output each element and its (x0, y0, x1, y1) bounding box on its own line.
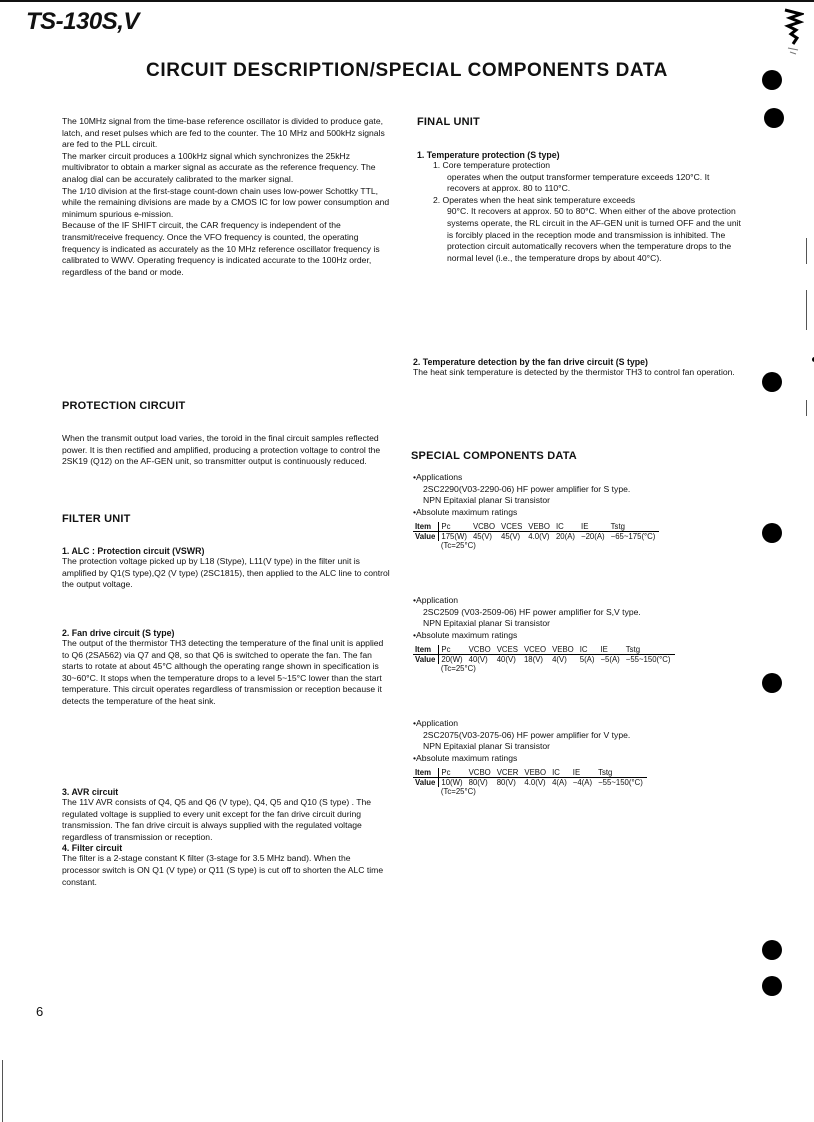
margin-rule (806, 400, 807, 416)
table-cell: VCER (495, 768, 523, 778)
intro-paragraph: The marker circuit produces a 100kHz signal which synchronizes the 25kHz multivibrator to obtain a marker signal as accurate as the reference frequency. The analog dial can be accurately calibrated to the marker signal. (62, 150, 376, 184)
table-cell: 4.0(V) (528, 532, 550, 542)
table-cell: 10(W) (441, 778, 463, 788)
tp1-text: operates when the output transformer temperature exceeds 120°C. It recovers at approx. 80 to 110°C. (447, 171, 710, 194)
table-cell: IE (598, 645, 623, 655)
filter-unit-heading: FILTER UNIT (62, 513, 131, 525)
margin-rule (2, 1060, 3, 1122)
table-cell: IE (579, 522, 609, 532)
tp1-title: 1. Core temperature protection (433, 160, 551, 170)
avr-section (62, 787, 390, 888)
table-cell: Pc (439, 522, 471, 532)
table-cell: Item (413, 522, 439, 532)
binder-hole-dot (762, 976, 782, 996)
alc-heading: 1. ALC : Protection circuit (VSWR) (62, 546, 205, 556)
temp-detection-section (413, 357, 739, 379)
margin-rule (806, 290, 807, 330)
table-cell: Item (413, 645, 439, 655)
ratings-label: • Absolute maximum ratings (413, 753, 743, 765)
table-cell: 45(V) (472, 532, 493, 542)
table-cell: 80(V) (496, 778, 516, 788)
table-cell: 5(A) (579, 655, 595, 665)
table-cell: −4(A) (572, 778, 593, 788)
table-cell: −55~150(°C) (598, 778, 643, 788)
table-cell: 175(W) (441, 532, 467, 542)
table-cell: 18(V) (523, 655, 544, 665)
binder-hole-dot (764, 108, 784, 128)
table-cell: IC (578, 645, 599, 655)
table-cell: 20(A) (555, 532, 576, 542)
part-text: 2SC2290(V03-2290-06) HF power amplifier for S type. (423, 483, 631, 494)
application-label: • Applications (413, 472, 743, 484)
table-cell: VEBO (526, 522, 554, 532)
tc-note: (Tc=25°C) (440, 787, 476, 797)
avr-text: The 11V AVR consists of Q4, Q5 and Q6 (V type), Q4, Q5 and Q10 (S type) . The regulated voltage is supplied to every unit except for the fan drive circuit during transmission. The fan drive circuit is always supplied with the regulated voltage regardless of transmission or reception. (62, 797, 372, 842)
table-cell: IC (554, 522, 579, 532)
table-cell: 20(W) (441, 655, 463, 665)
table-cell: −20(A) (581, 532, 605, 542)
tc-note: (Tc=25°C) (440, 541, 476, 551)
intro-paragraph: Because of the IF SHIFT circuit, the CAR frequency is independent of the transmit/receive frequency. Once the VFO frequency is counted, the operating frequency is indicated as accurately as the 10 MHz reference oscillator frequency is calibrated to WWV. Operating frequency is indicated accurate to the 100Hz order, regardless of the band or mode. (62, 220, 380, 277)
alc-text: The protection voltage picked up by L18 (Stype), L11(V type) in the filter unit is amplified by Q1(S type),Q2 (V type) (2SC1815), then applied to the ALC line to control the output voltage. (62, 556, 390, 590)
table-cell: VCBO (471, 522, 499, 532)
fan-section (62, 628, 390, 708)
table-cell: Tstg (609, 522, 660, 532)
application-label: • Application (413, 595, 743, 607)
table-cell: Pc (439, 645, 467, 655)
margin-rule (806, 238, 807, 264)
temperature-protection-section (417, 150, 743, 264)
ratings-table (413, 645, 675, 673)
part-desc: NPN Epitaxial planar Si transistor (423, 495, 551, 506)
corner-mark-icon (782, 4, 804, 56)
filter-circuit-heading: 4. Filter circuit (62, 843, 123, 854)
tp2-text: 90°C. It recovers at approx. 50 to 80°C. When either of the above protection systems operate, the RL circuit in the AF-GEN unit is turned OFF and the unit is forcibly placed in the reception mode and transmission is inhibited. The protection circuit automatically recovers when the temperature drops to the normal level (i.e., the temperature drops by about 40°C). (447, 206, 741, 263)
component-block (413, 718, 743, 796)
binder-hole-dot (762, 940, 782, 960)
table-cell: 4(A) (552, 778, 567, 788)
ratings-label: • Absolute maximum ratings (413, 630, 743, 642)
table-cell: Tstg (624, 645, 675, 655)
component-block (413, 472, 743, 550)
application-label: • Application (413, 718, 743, 730)
ratings-table (413, 522, 659, 550)
tc-note: (Tc=25°C) (440, 664, 476, 674)
table-cell: Value (413, 778, 439, 788)
page-title: CIRCUIT DESCRIPTION/SPECIAL COMPONENTS DATA (146, 60, 668, 81)
table-cell: −65~175(°C) (610, 532, 656, 542)
special-components-heading: SPECIAL COMPONENTS DATA (411, 450, 577, 462)
binder-hole-dot (762, 372, 782, 392)
protection-text: When the transmit output load varies, the toroid in the final circuit samples reflected power. It is then rectified and amplified, producing a protection voltage to control the 2SK19 (Q12) on the AF-GEN unit, so transmitter output is continuously reduced. (62, 433, 381, 467)
table-cell: IC (550, 768, 571, 778)
avr-heading: 3. AVR circuit (62, 787, 119, 797)
part-text: 2SC2075(V03-2075-06) HF power amplifier for V type. (423, 729, 631, 740)
table-cell: 4(V) (552, 655, 567, 665)
fan-heading: 2. Fan drive circuit (S type) (62, 628, 175, 638)
binder-hole-dot (762, 523, 782, 543)
filter-unit-section (62, 546, 390, 591)
binder-hole-dot (762, 673, 782, 693)
table-cell: VEBO (550, 645, 578, 655)
table-cell: Pc (439, 768, 467, 778)
table-cell: 40(V) (496, 655, 516, 665)
intro-paragraph: The 10MHz signal from the time-base reference oscillator is divided to produce gate, latch, and reset pulses which are fed to the counter. The 10 MHz and 500kHz signals are fed to the PLL circuit. (62, 116, 385, 150)
table-cell: VCES (499, 522, 526, 532)
table-cell: VCES (495, 645, 522, 655)
table-cell: −55~150(°C) (625, 655, 671, 665)
part-desc: NPN Epitaxial planar Si transistor (423, 741, 551, 752)
fan-text: The output of the thermistor TH3 detecting the temperature of the final unit is applied to Q6 (2SA562) via Q7 and Q8, so that Q6 is switched to operate the fan. The fan starts to rotate at about 45°C although the operating range shown in specification is 30~60°C. It stops when the temperature drops to a level 5~15°C lower than the start temperature. This circuit operates regardless of transmission or reception because it detects the temperature of the heat sink. (62, 638, 384, 706)
part-desc: NPN Epitaxial planar Si transistor (423, 618, 551, 629)
left-column (62, 116, 390, 278)
protection-heading: PROTECTION CIRCUIT (62, 400, 186, 412)
temp-protection-heading: 1. Temperature protection (S type) (417, 150, 560, 160)
table-cell: VCBO (467, 768, 495, 778)
model-label: TS-130S,V (26, 8, 139, 35)
final-unit-heading: FINAL UNIT (417, 116, 480, 128)
top-rule (0, 0, 814, 2)
table-cell: Tstg (596, 768, 647, 778)
filter-circuit-text: The filter is a 2-stage constant K filter (3-stage for 3.5 MHz band). When the processor switch is ON Q1 (V type) or Q11 (S type) is cut off to shorten the ALC time constant. (62, 853, 384, 887)
protection-section (62, 433, 390, 468)
table-cell: 4.0(V) (524, 778, 546, 788)
ratings-table (413, 768, 647, 796)
table-cell: VCBO (467, 645, 495, 655)
binder-hole-dot (762, 70, 782, 90)
tp2-title: 2. Operates when the heat sink temperature exceeds (433, 194, 636, 205)
table-cell: VCEO (522, 645, 550, 655)
part-text: 2SC2509 (V03-2509-06) HF power amplifier for S,V type. (423, 606, 641, 617)
table-cell: IE (571, 768, 596, 778)
component-block (413, 595, 743, 673)
table-cell: −5(A) (600, 655, 620, 665)
table-cell: 45(V) (501, 532, 521, 542)
table-cell: 40(V) (468, 655, 488, 665)
table-cell: 80(V) (468, 778, 488, 788)
intro-paragraph: The 1/10 division at the first-stage count-down chain uses low-power Schottky TTL, while the remaining divisions are made by a CMOS IC for low power consumption and minimum spurious e-mission. (62, 185, 390, 219)
table-cell: VEBO (522, 768, 550, 778)
table-cell: Value (413, 655, 439, 665)
table-cell: Item (413, 768, 439, 778)
temp-detection-heading: 2. Temperature detection by the fan drive circuit (S type) (413, 357, 648, 367)
table-cell: Value (413, 532, 439, 542)
temp-detection-text: The heat sink temperature is detected by the thermistor TH3 to control fan operation. (413, 367, 735, 377)
ratings-label: • Absolute maximum ratings (413, 507, 743, 519)
page-number: 6 (36, 1004, 44, 1019)
